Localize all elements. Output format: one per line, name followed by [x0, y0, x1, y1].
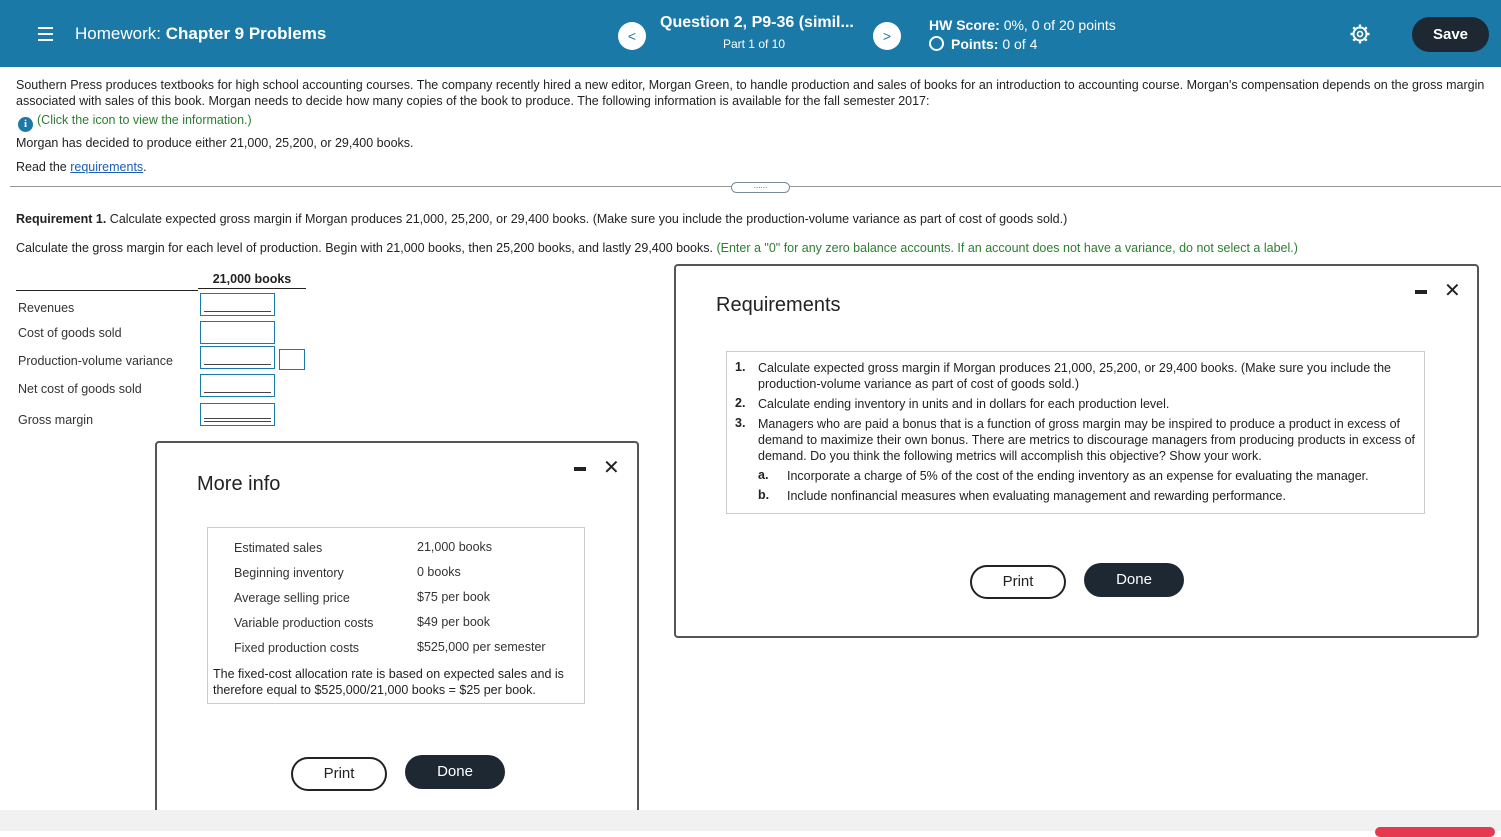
question-title: Question 2, P9-36 (simil... [660, 14, 854, 31]
info-value: 0 books [417, 565, 461, 579]
question-part: Part 1 of 10 [722, 37, 786, 51]
variance-label-select[interactable] [279, 349, 305, 370]
req-text: Calculate ending inventory in units and in dollars for each production level. [758, 397, 1170, 411]
revenues-input[interactable] [200, 293, 275, 316]
row-label-pv-variance: Production-volume variance [18, 354, 173, 368]
bottom-action-pill[interactable] [1375, 827, 1495, 837]
info-label: Fixed production costs [234, 641, 360, 655]
req-sub-number: a. [758, 468, 769, 482]
info-label: Beginning inventory [234, 566, 344, 580]
info-value: $49 per book [417, 615, 490, 629]
prev-question-button[interactable] [618, 22, 646, 50]
req-text: Managers who are paid a bonus that is a function of gross margin may be inspired to produce a product in excess of demand to maximize their own bonus. There are metrics to discourage managers from producing products in excess of demand. Do you think the following metrics will accomplish this objective? Show your work. [758, 417, 1416, 463]
column-header: 21,000 books [198, 272, 306, 289]
info-table [207, 527, 585, 704]
header-rule [16, 290, 198, 291]
req-number: 3. [735, 416, 746, 430]
req-text: Calculate expected gross margin if Morgan produces 21,000, 25,200, or 29,400 books. (Make sure you include the production-volume variance as part of cost of goods sold.) [758, 361, 1392, 391]
instructions: Calculate the gross margin for each level of production. Begin with 21,000 books, then 25,200 books, and lastly 29,400 books. (Enter a "0" for any zero balance accounts. If an account does not have a variance, do not select a label.) [16, 241, 1298, 255]
decision-text: Morgan has decided to produce either 21,000, 25,200, or 29,400 books. [16, 136, 414, 150]
info-label: Estimated sales [234, 541, 323, 555]
homework-title [75, 24, 326, 44]
menu-icon[interactable] [38, 27, 53, 41]
info-value: $75 per book [417, 590, 490, 604]
read-requirements: Read the requirements. [16, 160, 147, 174]
done-button[interactable]: Done [1084, 563, 1184, 597]
info-icon[interactable]: i [18, 117, 33, 132]
header-bar [0, 0, 1501, 67]
problem-statement: Southern Press produces textbooks for high school accounting courses. The company recently hired a new editor, Morgan Green, to handle production and sales of books for an introduction to accounting course. Morgan's compensation depends on the gross margin associated with sales of this book. Morgan needs to decide how many copies of the book to produce. The following information is available for the fall semester 2017: [16, 78, 1485, 108]
req-number: 1. [735, 360, 746, 374]
req-sub-number: b. [758, 488, 770, 502]
done-button[interactable]: Done [405, 755, 505, 789]
net-cogs-input[interactable] [200, 374, 275, 397]
save-button[interactable]: Save [1412, 17, 1489, 52]
gross-margin-input[interactable] [200, 403, 275, 426]
pv-variance-input[interactable] [200, 346, 275, 369]
requirement-1: Requirement 1. Calculate expected gross margin if Morgan produces 21,000, 25,200, or 29,400 books. (Make sure you include the production-volume variance as part of cost of goods sold.) [16, 212, 1068, 226]
print-button[interactable]: Print [291, 757, 387, 791]
chevron-right-icon: > [882, 28, 892, 44]
row-label-gross-margin: Gross margin [18, 413, 94, 427]
req-sub-text: Include nonfinancial measures when evaluating management and rewarding performance. [787, 489, 1286, 503]
row-label-net-cogs: Net cost of goods sold [18, 382, 142, 396]
dialog-title: Requirements [716, 294, 841, 316]
requirements-dialog [674, 264, 1479, 638]
hw-score: HW Score: 0%, 0 of 20 points [929, 17, 1116, 33]
close-icon[interactable]: ✕ [603, 457, 620, 479]
points: Points: 0 of 4 [929, 36, 1037, 52]
row-label-cogs: Cost of goods sold [18, 326, 122, 340]
progress-circle-icon [929, 36, 944, 51]
dialog-title: More info [197, 473, 281, 495]
req-number: 2. [735, 396, 746, 410]
req-sub-text: Incorporate a charge of 5% of the cost of the ending inventory as an expense for evaluating the manager. [787, 469, 1369, 483]
info-value: $525,000 per semester [417, 640, 546, 654]
info-note: The fixed-cost allocation rate is based on expected sales and is therefore equal to $525,000/21,000 books = $25 per book. [213, 667, 564, 697]
info-label: Average selling price [234, 591, 350, 605]
cogs-input[interactable] [200, 321, 275, 344]
more-info-dialog [155, 441, 639, 830]
info-value: 21,000 books [417, 540, 493, 554]
homework-name: Chapter 9 Problems [165, 24, 327, 43]
bottom-bar [0, 810, 1501, 831]
minimize-icon[interactable] [574, 467, 586, 471]
homework-prefix: Homework: [75, 24, 161, 43]
row-label-revenues: Revenues [18, 301, 75, 315]
close-icon[interactable]: ✕ [1444, 280, 1461, 302]
info-label: Variable production costs [234, 616, 374, 630]
gear-icon[interactable] [1350, 24, 1370, 44]
chevron-left-icon: < [627, 28, 637, 44]
expand-handle[interactable]: ...... [731, 182, 790, 193]
instructions-hint: (Enter a "0" for any zero balance accounts. If an account does not have a variance, do not select a label.) [716, 241, 1298, 255]
info-link[interactable]: i (Click the icon to view the information.) [18, 113, 252, 132]
print-button[interactable]: Print [970, 565, 1066, 599]
requirements-link[interactable]: requirements [70, 160, 144, 174]
next-question-button[interactable] [873, 22, 901, 50]
minimize-icon[interactable] [1415, 290, 1427, 294]
requirements-list [726, 351, 1425, 514]
